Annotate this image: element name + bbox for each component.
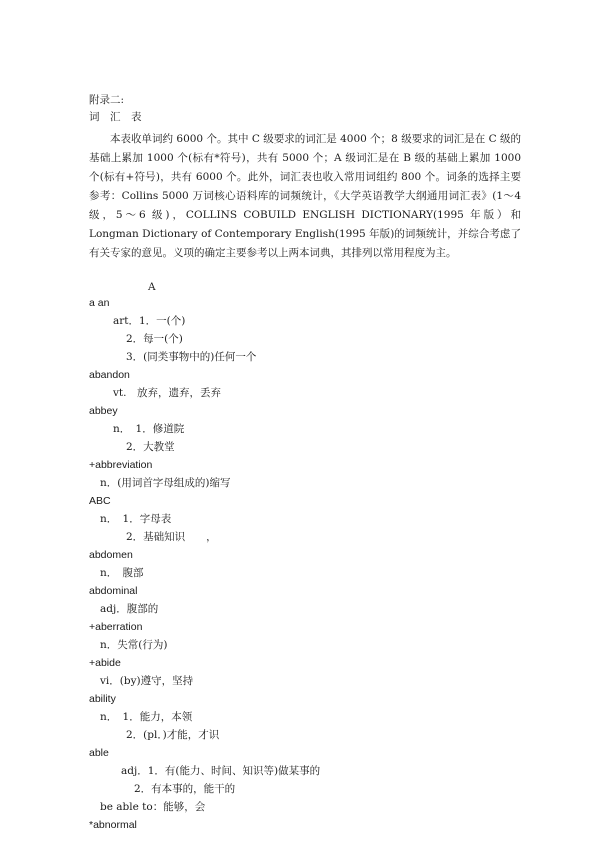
entry-sense: n． 1．能力，本领 xyxy=(100,711,193,723)
entry-headword: +abbreviation xyxy=(89,459,153,471)
entry-sense: 2．每一(个) xyxy=(126,333,183,345)
entry-sense: art．1．一(个) xyxy=(113,315,186,327)
entry-sense: vi．(by)遵守，坚持 xyxy=(100,675,194,687)
entry-headword: abdominal xyxy=(89,585,138,597)
entry-headword: abbey xyxy=(89,405,118,417)
entry-sense: adj．腹部的 xyxy=(100,603,159,615)
letter-heading: A xyxy=(148,281,156,293)
intro-paragraph xyxy=(89,130,521,263)
entry-headword: +aberration xyxy=(89,621,143,633)
entry-headword: abdomen xyxy=(89,549,133,561)
entry-headword: able xyxy=(89,747,109,759)
appendix-label: 附录二: xyxy=(89,94,125,106)
entry-phrase: be able to：能够，会 xyxy=(100,801,206,813)
entry-sense: n．失常(行为) xyxy=(100,639,168,651)
entry-headword: abandon xyxy=(89,369,130,381)
entry-sense: n． 腹部 xyxy=(100,567,144,579)
entry-sense: n．(用词首字母组成的)缩写 xyxy=(100,477,231,489)
entry-headword: ability xyxy=(89,693,116,705)
entry-headword: a an xyxy=(89,297,110,309)
entry-headword: *abnormal xyxy=(89,819,137,831)
entry-sense: 2．(pl．)才能，才识 xyxy=(126,729,220,741)
section-title: 词 汇 表 xyxy=(89,111,142,123)
entry-sense: n． 1．修道院 xyxy=(113,423,185,435)
entry-headword: +abide xyxy=(89,657,121,669)
entry-sense: 2．基础知识 ， xyxy=(126,531,217,543)
entry-sense: vt. 放弃，遗弃，丢弃 xyxy=(113,387,221,399)
entry-headword: ABC xyxy=(89,495,111,507)
entry-sense: 2．大教堂 xyxy=(126,441,175,453)
entry-sense: n． 1．字母表 xyxy=(100,513,172,525)
entry-sense: 3．(同类事物中的)任何一个 xyxy=(126,351,257,363)
entry-sense: 2．有本事的，能干的 xyxy=(134,783,236,795)
intro-text: 本表收单词约 6000 个。其中 C 级要求的词汇是 4000 个；8 级要求的词汇是在 C 级的基础上累加 1000 个(标有*符号)，共有 5000 个；A 级词汇是在 B 级的基础上累加 1000 个(标有+符号)，共有 6000 个。此外，词汇表也收入常用词组约 800 个。词条的选择主要参考：Collins 5000 万词核心语料库的词频统计，《大学英语教学大纲通用词汇表》(1～4 级，5～6 级)，COLLINS COBUILD ENGLISH DICTIONARY(1995 年版）和 Longman Dictionary of Contemporary English(1995 年版)的词频统计，并综合考虑了有关专家的意见。义项的确定主要参考以上两本词典，其排列以常用程度为主。 xyxy=(89,133,521,259)
entry-sense: adj．1．有(能力、时间、知识等)做某事的 xyxy=(121,765,321,777)
